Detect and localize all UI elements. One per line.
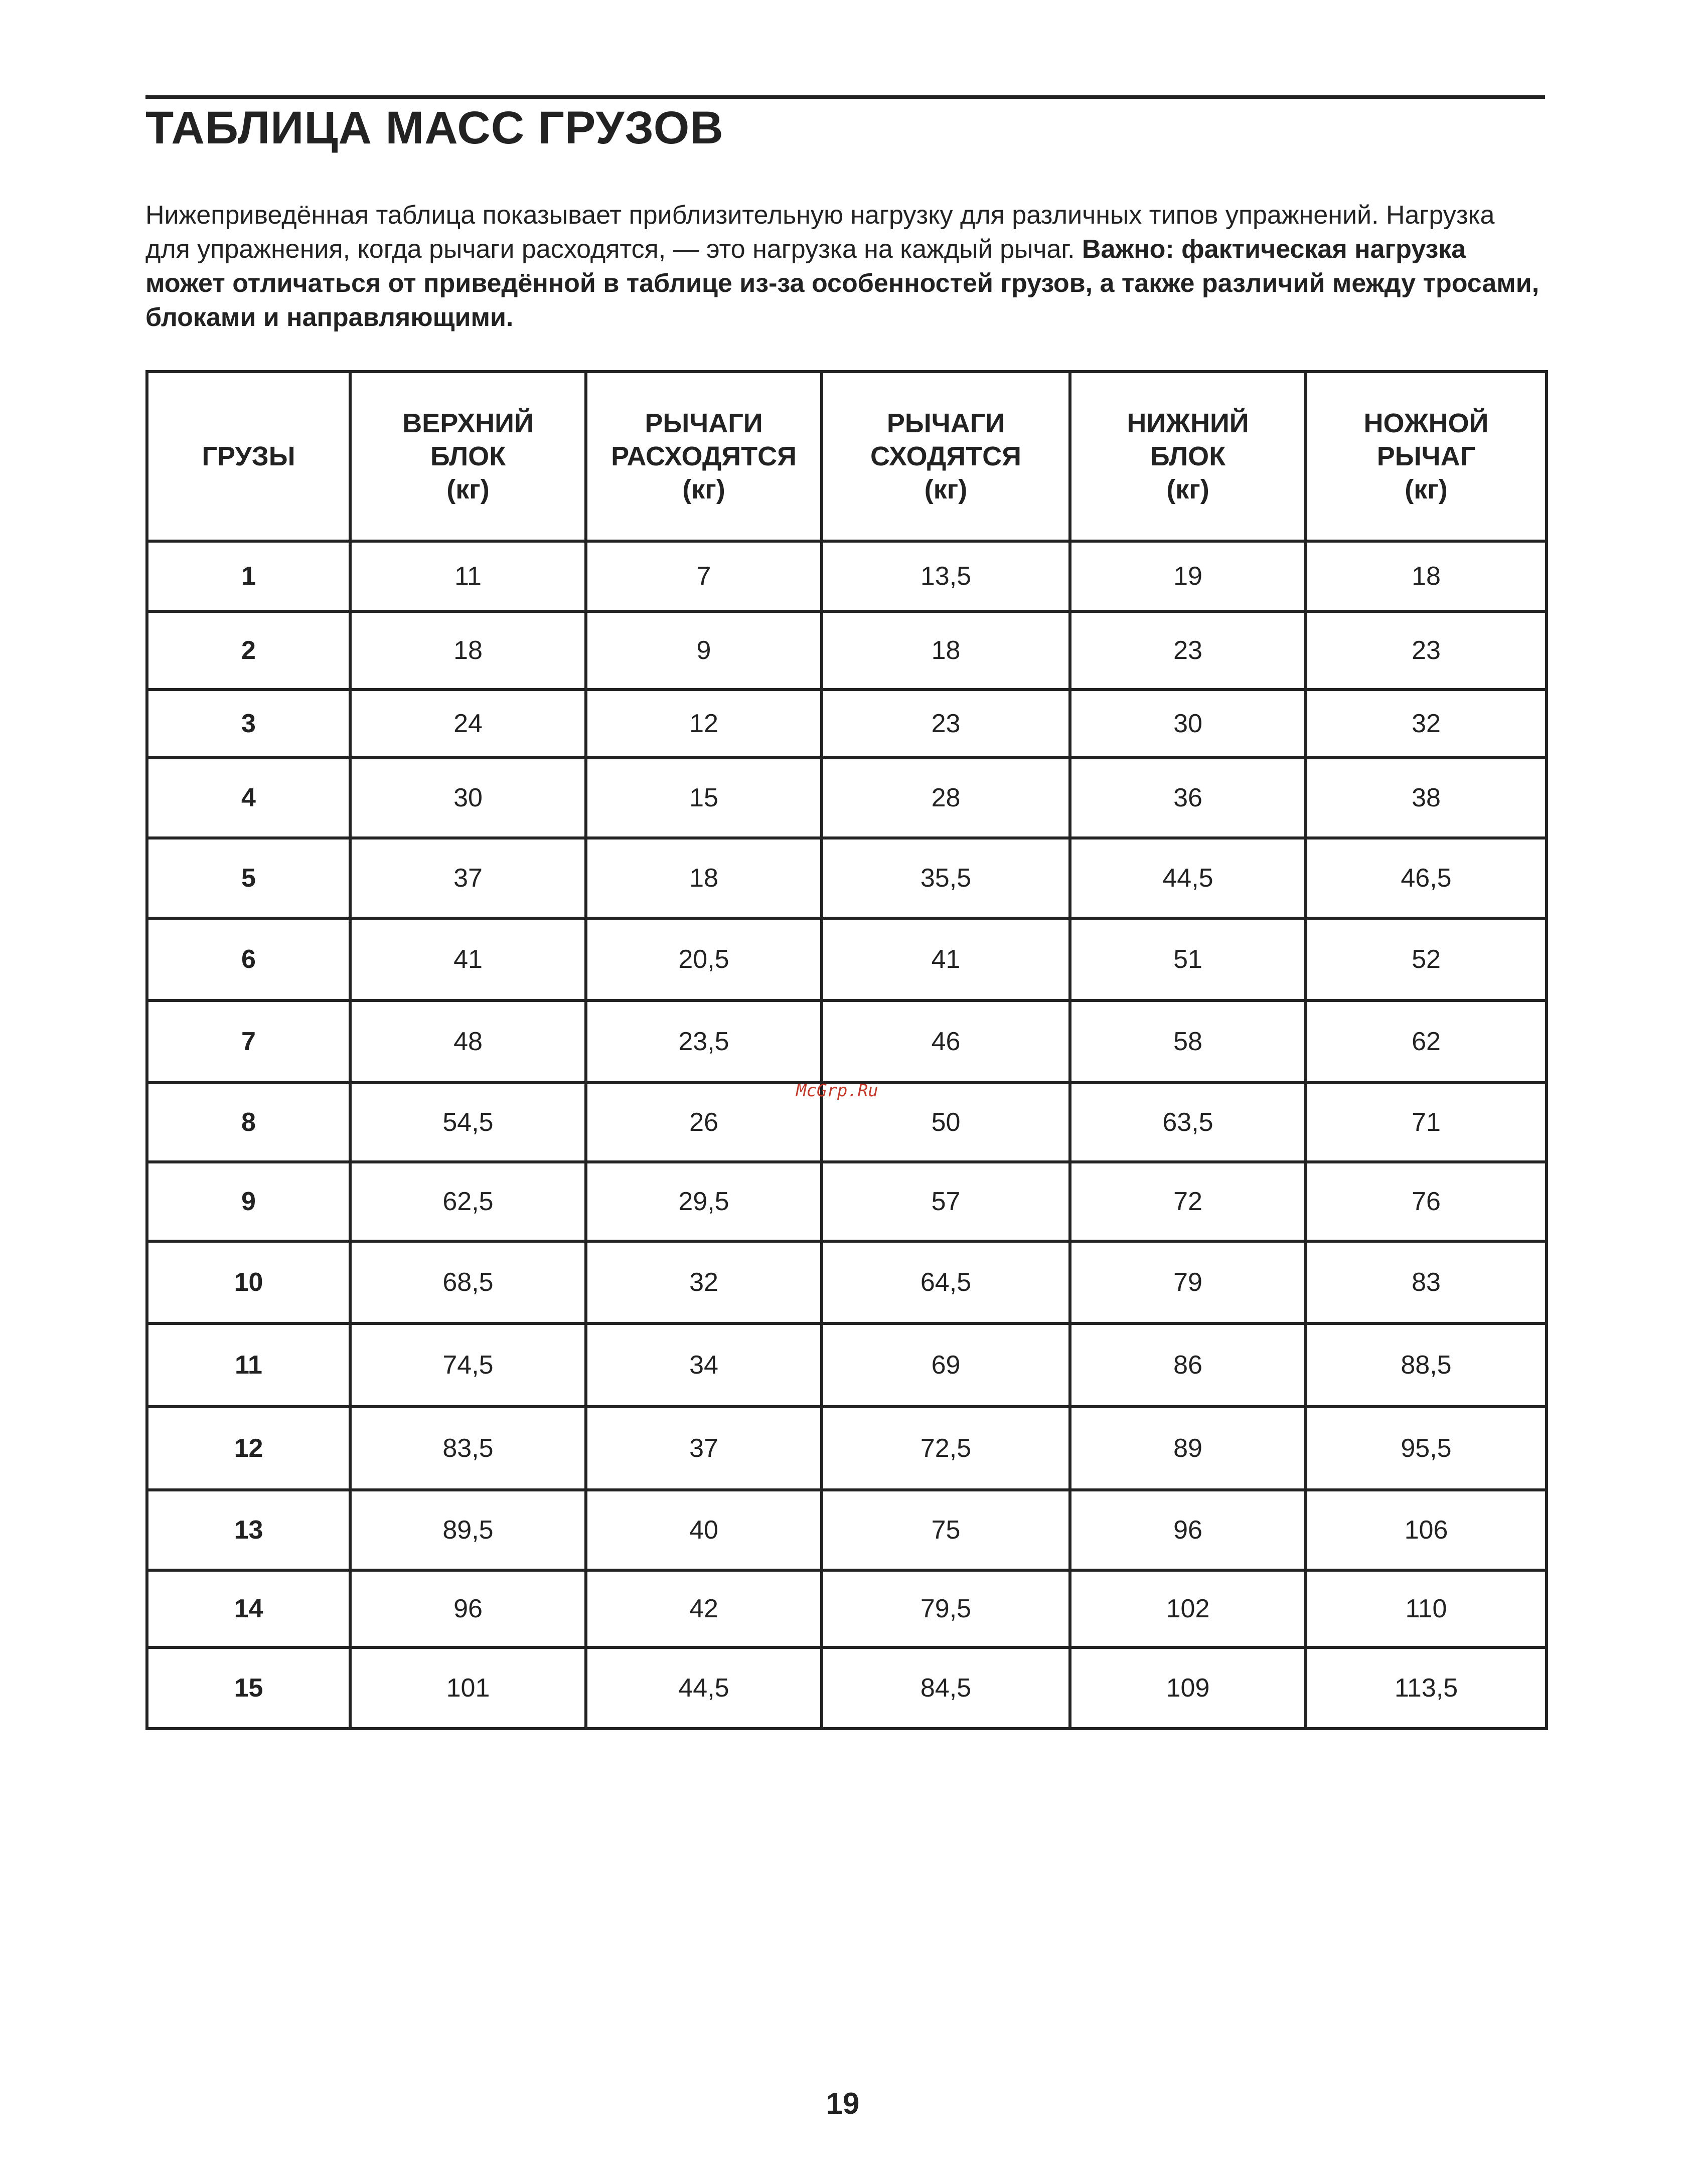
cell-arms-apart: 18: [586, 838, 822, 918]
cell-lower-block: 63,5: [1070, 1083, 1306, 1162]
table-row: [147, 541, 1547, 611]
cell-arms-together: 57: [822, 1162, 1070, 1241]
cell-weight-number: 8: [147, 1083, 350, 1162]
cell-arms-apart: 40: [586, 1490, 822, 1570]
cell-arms-together: 46: [822, 1000, 1070, 1083]
cell-lower-block: 44,5: [1070, 838, 1306, 918]
table-row: [147, 1323, 1547, 1407]
cell-lower-block: 36: [1070, 758, 1306, 838]
watermark: McGrp.Ru: [796, 1081, 878, 1101]
cell-arms-together: 28: [822, 758, 1070, 838]
table-row: [147, 918, 1547, 1000]
cell-arms-apart: 34: [586, 1323, 822, 1407]
table-header-row: [147, 372, 1547, 541]
cell-weight-number: 6: [147, 918, 350, 1000]
header-arms-apart: [586, 372, 822, 541]
cell-arms-apart: 29,5: [586, 1162, 822, 1241]
weights-table: [145, 370, 1548, 1730]
cell-arms-together: 72,5: [822, 1407, 1070, 1490]
header-arms-apart-line2: РАСХОДЯТСЯ: [611, 441, 797, 471]
cell-upper-block: 48: [350, 1000, 586, 1083]
cell-lower-block: 79: [1070, 1241, 1306, 1323]
cell-leg-lever: 95,5: [1306, 1407, 1547, 1490]
cell-lower-block: 19: [1070, 541, 1306, 611]
cell-arms-together: 18: [822, 611, 1070, 690]
header-arms-together-line1: РЫЧАГИ: [886, 408, 1005, 438]
table-row: [147, 1162, 1547, 1241]
cell-arms-apart: 37: [586, 1407, 822, 1490]
cell-weight-number: 4: [147, 758, 350, 838]
page-number: 19: [826, 2087, 860, 2120]
cell-weight-number: 10: [147, 1241, 350, 1323]
cell-arms-together: 79,5: [822, 1570, 1070, 1647]
header-leg-lever-line2: РЫЧАГ: [1376, 441, 1476, 471]
table-row: [147, 1570, 1547, 1647]
header-lower-block-line2: БЛОК: [1150, 441, 1226, 471]
cell-lower-block: 23: [1070, 611, 1306, 690]
header-arms-together: [822, 372, 1070, 541]
cell-upper-block: 11: [350, 541, 586, 611]
header-lower-block-unit: (кг): [1166, 474, 1209, 505]
header-arms-apart-line1: РЫЧАГИ: [645, 408, 763, 438]
cell-arms-apart: 26: [586, 1083, 822, 1162]
table-row: [147, 758, 1547, 838]
cell-upper-block: 96: [350, 1570, 586, 1647]
cell-leg-lever: 83: [1306, 1241, 1547, 1323]
table-row: [147, 1407, 1547, 1490]
intro-paragraph: [145, 198, 1545, 334]
header-arms-together-line2: СХОДЯТСЯ: [870, 441, 1021, 471]
cell-lower-block: 72: [1070, 1162, 1306, 1241]
cell-arms-apart: 12: [586, 690, 822, 758]
cell-arms-together: 13,5: [822, 541, 1070, 611]
cell-upper-block: 89,5: [350, 1490, 586, 1570]
cell-leg-lever: 18: [1306, 541, 1547, 611]
cell-arms-together: 64,5: [822, 1241, 1070, 1323]
cell-weight-number: 9: [147, 1162, 350, 1241]
cell-leg-lever: 71: [1306, 1083, 1547, 1162]
cell-upper-block: 74,5: [350, 1323, 586, 1407]
cell-lower-block: 102: [1070, 1570, 1306, 1647]
cell-leg-lever: 23: [1306, 611, 1547, 690]
table-row: [147, 690, 1547, 758]
table-row: [147, 838, 1547, 918]
table-row: [147, 1490, 1547, 1570]
header-upper-block-line2: БЛОК: [430, 441, 506, 471]
cell-lower-block: 58: [1070, 1000, 1306, 1083]
header-upper-block: [350, 372, 586, 541]
cell-arms-apart: 20,5: [586, 918, 822, 1000]
table-row: [147, 611, 1547, 690]
cell-upper-block: 30: [350, 758, 586, 838]
cell-upper-block: 101: [350, 1647, 586, 1729]
page-title: ТАБЛИЦА МАСС ГРУЗОВ: [145, 102, 724, 153]
cell-arms-apart: 32: [586, 1241, 822, 1323]
cell-weight-number: 11: [147, 1323, 350, 1407]
cell-arms-apart: 23,5: [586, 1000, 822, 1083]
cell-lower-block: 96: [1070, 1490, 1306, 1570]
header-weights-label: ГРУЗЫ: [202, 441, 295, 471]
table-body: [147, 541, 1547, 1729]
cell-leg-lever: 46,5: [1306, 838, 1547, 918]
cell-lower-block: 109: [1070, 1647, 1306, 1729]
cell-upper-block: 54,5: [350, 1083, 586, 1162]
cell-leg-lever: 62: [1306, 1000, 1547, 1083]
cell-arms-apart: 44,5: [586, 1647, 822, 1729]
header-weights: [147, 372, 350, 541]
cell-lower-block: 89: [1070, 1407, 1306, 1490]
cell-arms-together: 84,5: [822, 1647, 1070, 1729]
cell-weight-number: 14: [147, 1570, 350, 1647]
cell-arms-together: 35,5: [822, 838, 1070, 918]
cell-weight-number: 7: [147, 1000, 350, 1083]
intro-warning: Важно: фактическая нагрузка может отличаться от приведённой в таблице из-за особенностей грузов, а также различий между тросами, блоками и направляющими.: [145, 235, 1540, 332]
cell-weight-number: 1: [147, 541, 350, 611]
cell-upper-block: 24: [350, 690, 586, 758]
cell-weight-number: 5: [147, 838, 350, 918]
cell-upper-block: 68,5: [350, 1241, 586, 1323]
cell-lower-block: 86: [1070, 1323, 1306, 1407]
top-rule: [145, 95, 1545, 99]
cell-arms-together: 23: [822, 690, 1070, 758]
cell-leg-lever: 76: [1306, 1162, 1547, 1241]
header-leg-lever-unit: (кг): [1405, 474, 1448, 505]
cell-arms-apart: 7: [586, 541, 822, 611]
header-lower-block-line1: НИЖНИЙ: [1127, 408, 1249, 438]
cell-leg-lever: 110: [1306, 1570, 1547, 1647]
cell-arms-apart: 15: [586, 758, 822, 838]
cell-lower-block: 51: [1070, 918, 1306, 1000]
header-upper-block-line1: ВЕРХНИЙ: [402, 408, 534, 438]
cell-leg-lever: 113,5: [1306, 1647, 1547, 1729]
header-leg-lever: [1306, 372, 1547, 541]
cell-weight-number: 3: [147, 690, 350, 758]
header-upper-block-unit: (кг): [446, 474, 490, 505]
cell-leg-lever: 38: [1306, 758, 1547, 838]
cell-weight-number: 12: [147, 1407, 350, 1490]
cell-weight-number: 2: [147, 611, 350, 690]
cell-arms-together: 75: [822, 1490, 1070, 1570]
table-row: [147, 1647, 1547, 1729]
header-arms-apart-unit: (кг): [682, 474, 725, 505]
header-leg-lever-line1: НОЖНОЙ: [1363, 408, 1489, 438]
cell-weight-number: 13: [147, 1490, 350, 1570]
cell-leg-lever: 32: [1306, 690, 1547, 758]
cell-upper-block: 41: [350, 918, 586, 1000]
header-arms-together-unit: (кг): [924, 474, 968, 505]
cell-leg-lever: 88,5: [1306, 1323, 1547, 1407]
cell-upper-block: 83,5: [350, 1407, 586, 1490]
cell-leg-lever: 106: [1306, 1490, 1547, 1570]
cell-arms-apart: 42: [586, 1570, 822, 1647]
table-row: [147, 1241, 1547, 1323]
cell-upper-block: 37: [350, 838, 586, 918]
cell-arms-together: 69: [822, 1323, 1070, 1407]
header-lower-block: [1070, 372, 1306, 541]
cell-arms-apart: 9: [586, 611, 822, 690]
table-row: [147, 1000, 1547, 1083]
cell-arms-together: 50: [822, 1083, 1070, 1162]
cell-leg-lever: 52: [1306, 918, 1547, 1000]
cell-lower-block: 30: [1070, 690, 1306, 758]
intro-text: Нижеприведённая таблица показывает приблизительную нагрузку для различных типов упражнений. Нагрузка для упражнения, когда рычаги расходятся, — это нагрузка на каждый рычаг.: [145, 201, 1495, 264]
cell-weight-number: 15: [147, 1647, 350, 1729]
cell-arms-together: 41: [822, 918, 1070, 1000]
cell-upper-block: 18: [350, 611, 586, 690]
cell-upper-block: 62,5: [350, 1162, 586, 1241]
